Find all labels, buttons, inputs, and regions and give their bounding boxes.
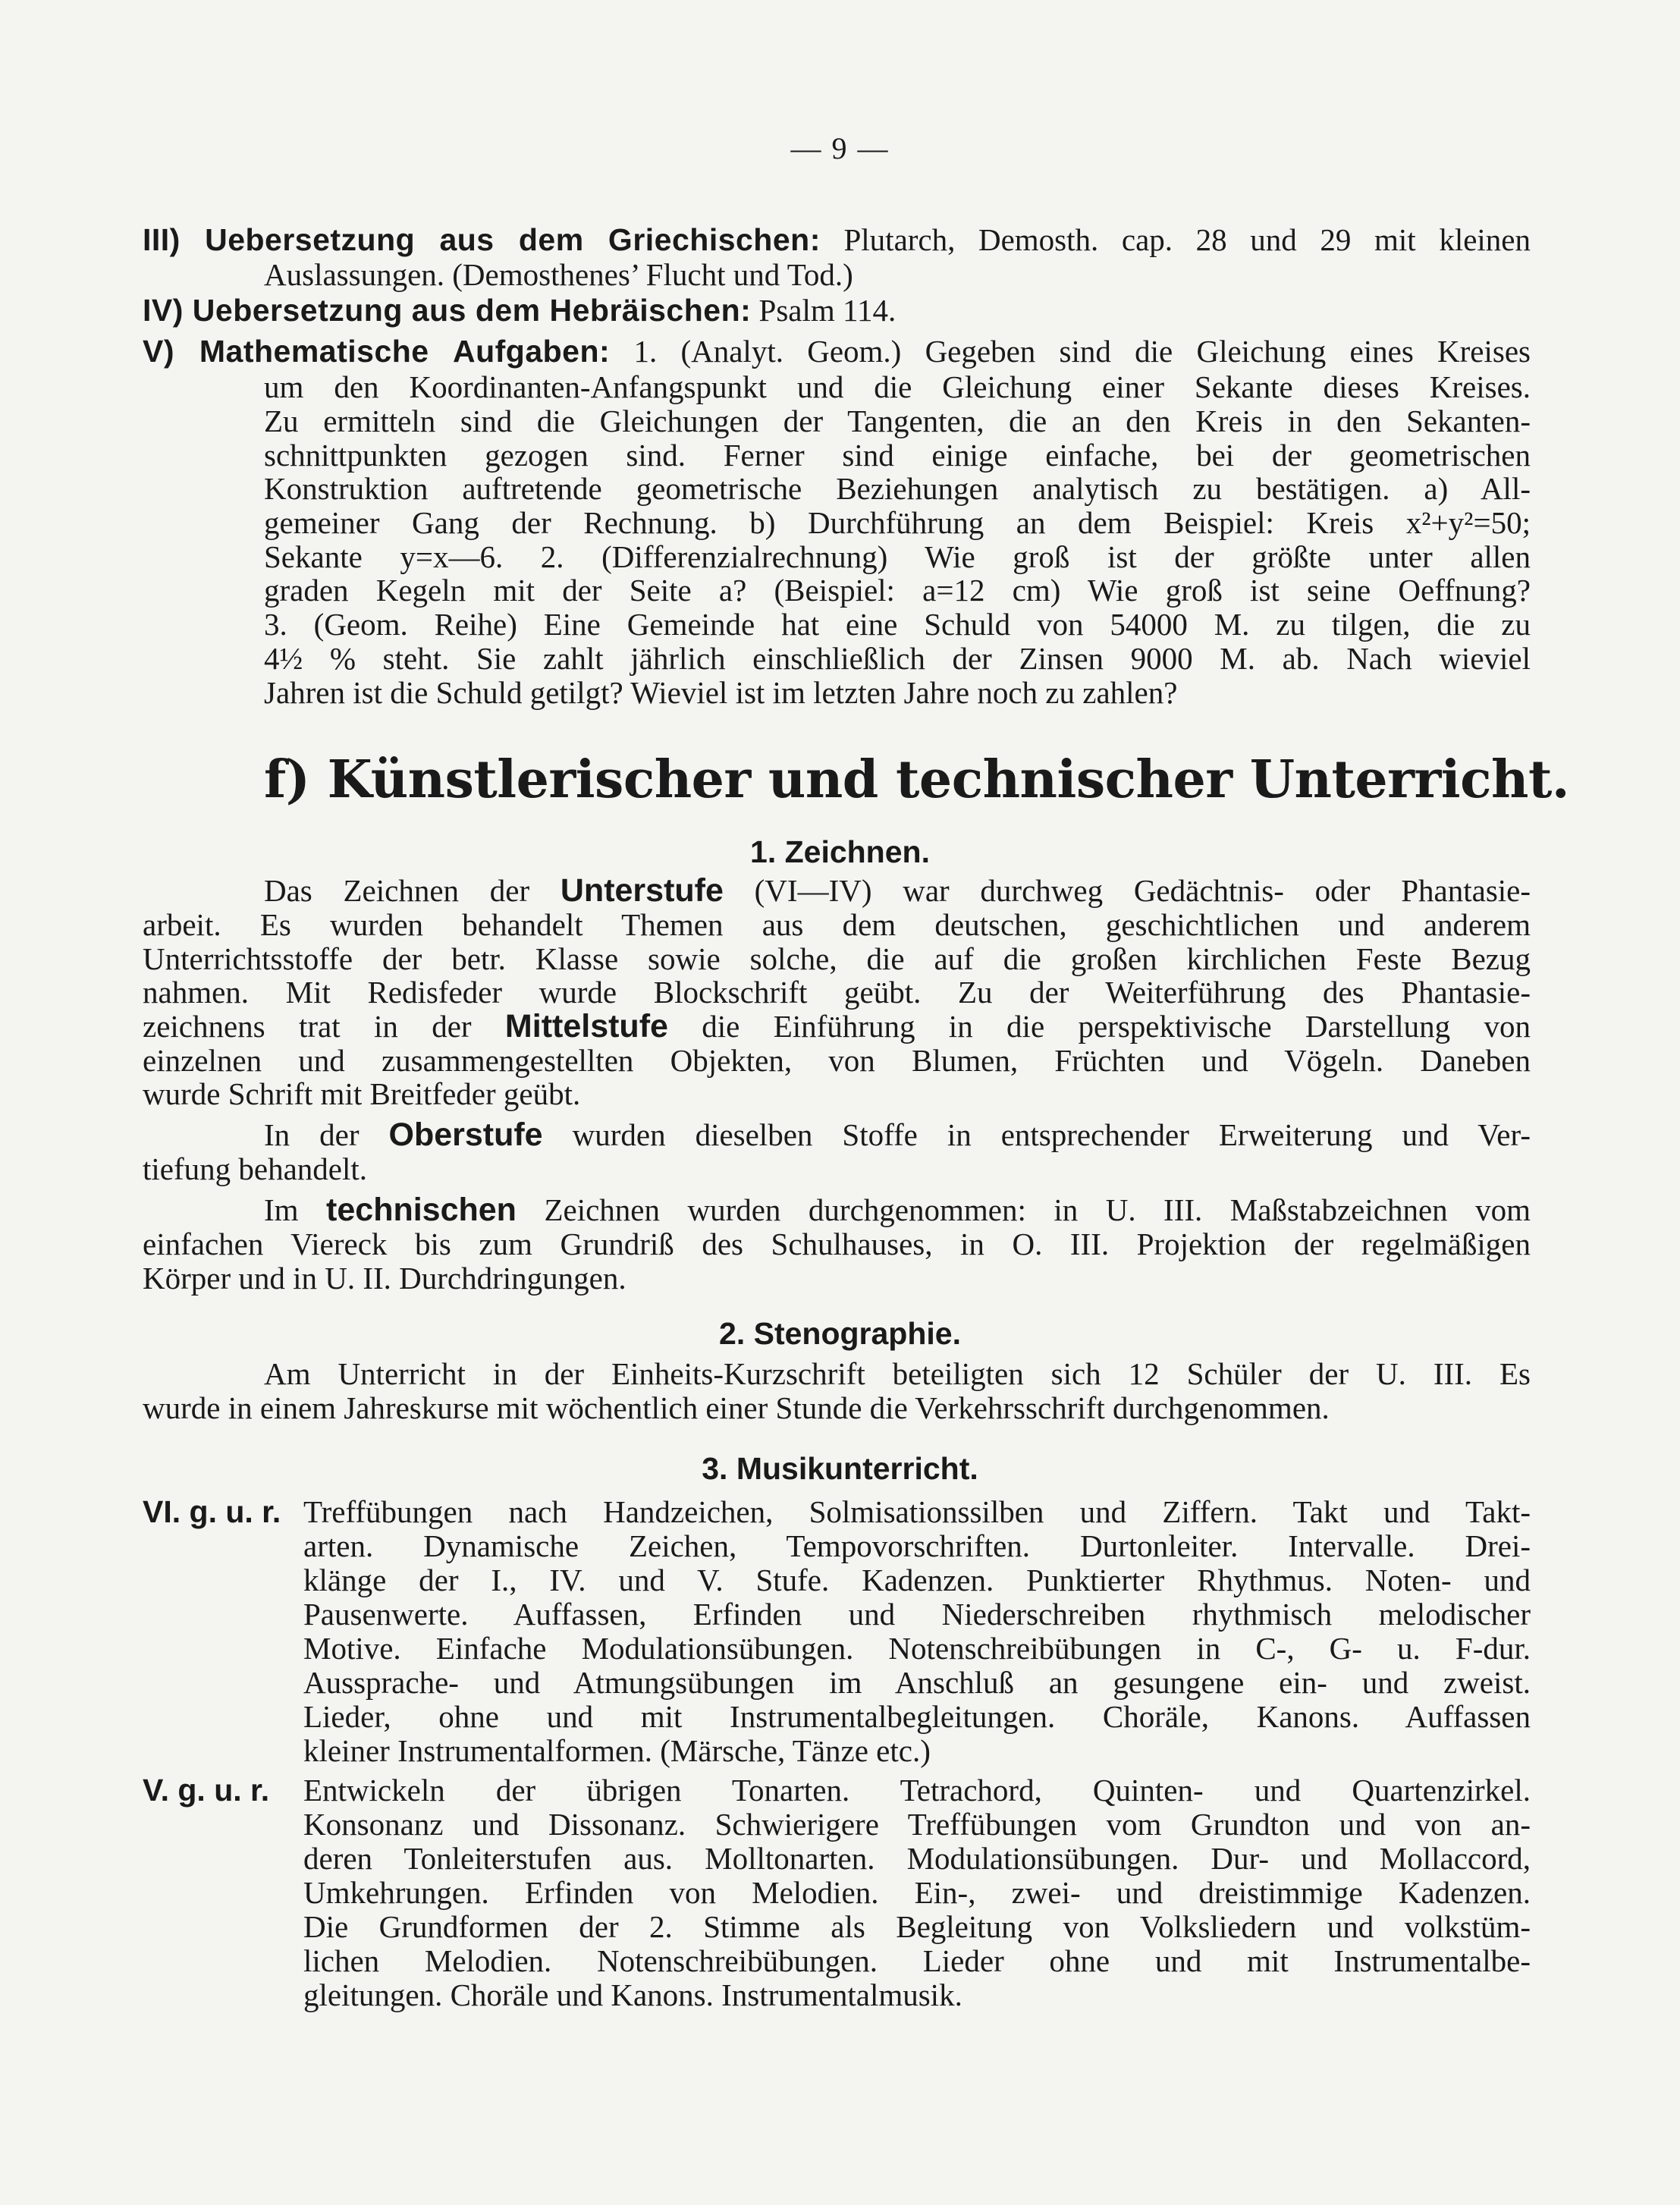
musik-vi-line: Pausenwerte. Auffassen, Erfinden und Niederschreiben rhythmisch melodischer	[303, 1597, 1531, 1632]
musik-v-line: Konsonanz und Dissonanz. Schwierigere Treffübungen vom Grundton und von an-	[303, 1807, 1531, 1842]
technischen-term: technischen	[326, 1192, 517, 1228]
section-v-line: gemeiner Gang der Rechnung. b) Durchführung an dem Beispiel: Kreis x²+y²=50;	[264, 505, 1531, 540]
section-v-label: V) Mathematische Aufgaben:	[143, 334, 611, 369]
section-iii-line-1	[143, 222, 1531, 257]
section-v-line: Sekante y=x—6. 2. (Differenzialrechnung) Wie groß ist der größte unter allen	[264, 539, 1531, 574]
musik-vi-line: Lieder, ohne und mit Instrumentalbegleitungen. Choräle, Kanons. Auffassen	[303, 1699, 1531, 1734]
zeichnen-line: arbeit. Es wurden behandelt Themen aus dem deutschen, geschichtlichen und anderem	[143, 907, 1531, 942]
zeichnen-line: tiefung behandelt.	[143, 1151, 368, 1186]
musik-vi-line: Treffübungen nach Handzeichen, Solmisationssilben und Ziffern. Takt und Takt-	[303, 1494, 1531, 1529]
zeichnen-line: Unterrichtsstoffe der betr. Klasse sowie solche, die auf die großen kirchlichen Feste Bezug	[143, 941, 1531, 976]
zeichnen-line: nahmen. Mit Redisfeder wurde Blockschrift geübt. Zu der Weiterführung des Phantasie-	[143, 975, 1531, 1010]
musik-v-line: Umkehrungen. Erfinden von Melodien. Ein-, zwei- und dreistimmige Kadenzen.	[303, 1875, 1531, 1910]
stenographie-line: wurde in einem Jahreskurse mit wöchentlich einer Stunde die Verkehrsschrift durchgenommen.	[143, 1390, 1330, 1425]
section-v-line: graden Kegeln mit der Seite a? (Beispiel: a=12 cm) Wie groß ist seine Oeffnung?	[264, 573, 1531, 608]
musik-v-line: gleitungen. Choräle und Kanons. Instrumentalmusik.	[303, 1977, 962, 2012]
musik-vi-line: Aussprache- und Atmungsübungen im Anschluß an gesungene ein- und zweist.	[303, 1665, 1531, 1700]
zeichnen-title: 1. Zeichnen.	[750, 834, 930, 869]
section-iv-line	[143, 293, 896, 328]
musik-vi-line: klänge der I., IV. und V. Stufe. Kadenzen. Punktierter Rhythmus. Noten- und	[303, 1563, 1531, 1597]
zeichnen-line: Das Zeichnen der Unterstufe (VI—IV) war durchweg Gedächtnis- oder Phantasie-	[264, 872, 1531, 909]
musik-v-line: Entwickeln der übrigen Tonarten. Tetrachord, Quinten- und Quartenzirkel.	[303, 1773, 1531, 1808]
musik-vi-line: arten. Dynamische Zeichen, Tempovorschriften. Durtonleiter. Intervalle. Drei-	[303, 1528, 1531, 1563]
zeichnen-line: Im technischen Zeichnen wurden durchgenommen: in U. III. Maßstabzeichnen vom	[264, 1192, 1531, 1228]
musik-vi-line: Motive. Einfache Modulationsübungen. Notenschreibübungen in C-, G- u. F-dur.	[303, 1631, 1531, 1666]
musik-v-line: lichen Melodien. Notenschreibübungen. Lieder ohne und mit Instrumentalbe-	[303, 1943, 1531, 1978]
zeichnen-line: einfachen Viereck bis zum Grundriß des Schulhauses, in O. III. Projektion der regelmäßigen	[143, 1227, 1531, 1261]
section-v-line: 3. (Geom. Reihe) Eine Gemeinde hat eine Schuld von 54000 M. zu tilgen, die zu	[264, 607, 1531, 642]
zeichnen-line: einzelnen und zusammengestellten Objekten, von Blumen, Früchten und Vögeln. Daneben	[143, 1043, 1531, 1078]
zeichnen-line: In der Oberstufe wurden dieselben Stoffe in entsprechender Erweiterung und Ver-	[264, 1117, 1531, 1153]
section-v-line: Zu ermitteln sind die Gleichungen der Tangenten, die an den Kreis in den Sekanten-	[264, 404, 1531, 438]
section-v-line: schnittpunkten gezogen sind. Ferner sind einige einfache, bei der geometrischen	[264, 438, 1531, 473]
unterstufe-term: Unterstufe	[560, 872, 724, 909]
stenographie-line: Am Unterricht in der Einheits-Kurzschrift beteiligten sich 12 Schüler der U. III. Es	[264, 1356, 1531, 1391]
page-number: — 9 —	[790, 131, 890, 165]
stenographie-title: 2. Stenographie.	[719, 1316, 961, 1351]
zeichnen-line: zeichnens trat in der Mittelstufe die Einführung in die perspektivische Darstellung von	[143, 1008, 1531, 1044]
musik-v-line: deren Tonleiterstufen aus. Molltonarten. Modulationsübungen. Dur- und Mollaccord,	[303, 1841, 1531, 1876]
mittelstufe-term: Mittelstufe	[504, 1008, 668, 1044]
class-label-vi: VI. g. u. r.	[143, 1494, 281, 1529]
section-v-line: Jahren ist die Schuld getilgt? Wieviel ist im letzten Jahre noch zu zahlen?	[264, 675, 1178, 710]
class-label-v: V. g. u. r.	[143, 1773, 270, 1808]
section-iii-text: Plutarch, Demosth. cap. 28 und 29 mit kleinen	[843, 222, 1531, 257]
musik-title: 3. Musikunterricht.	[702, 1451, 978, 1486]
section-v-line: Konstruktion auftretende geometrische Beziehungen analytisch zu bestätigen. a) All-	[264, 471, 1531, 506]
section-v-line-1	[143, 334, 1531, 369]
zeichnen-line: Körper und in U. II. Durchdringungen.	[143, 1261, 626, 1296]
section-v-first: 1. (Analyt. Geom.) Gegeben sind die Gleichung eines Kreises	[633, 334, 1531, 369]
zeichnen-line: wurde Schrift mit Breitfeder geübt.	[143, 1076, 581, 1111]
section-v-line: um den Koordinanten-Anfangspunkt und die Gleichung einer Sekante dieses Kreises.	[264, 369, 1531, 404]
musik-vi-line: kleiner Instrumentalformen. (Märsche, Tänze etc.)	[303, 1733, 931, 1768]
oberstufe-term: Oberstufe	[388, 1117, 543, 1153]
section-iii-line-2: Auslassungen. (Demosthenes’ Flucht und Tod.)	[264, 257, 853, 292]
musik-v-line: Die Grundformen der 2. Stimme als Begleitung von Volksliedern und volkstüm-	[303, 1909, 1531, 1944]
section-iv-label: IV) Uebersetzung aus dem Hebräischen:	[143, 293, 752, 328]
section-v-line: 4½ % steht. Sie zahlt jährlich einschließlich der Zinsen 9000 M. ab. Nach wieviel	[264, 641, 1531, 676]
section-iv-text: Psalm 114.	[758, 293, 897, 328]
heading-f: f) Künstlerischer und technischer Unterricht.	[264, 749, 1570, 810]
section-iii-label: III) Uebersetzung aus dem Griechischen:	[143, 222, 821, 257]
